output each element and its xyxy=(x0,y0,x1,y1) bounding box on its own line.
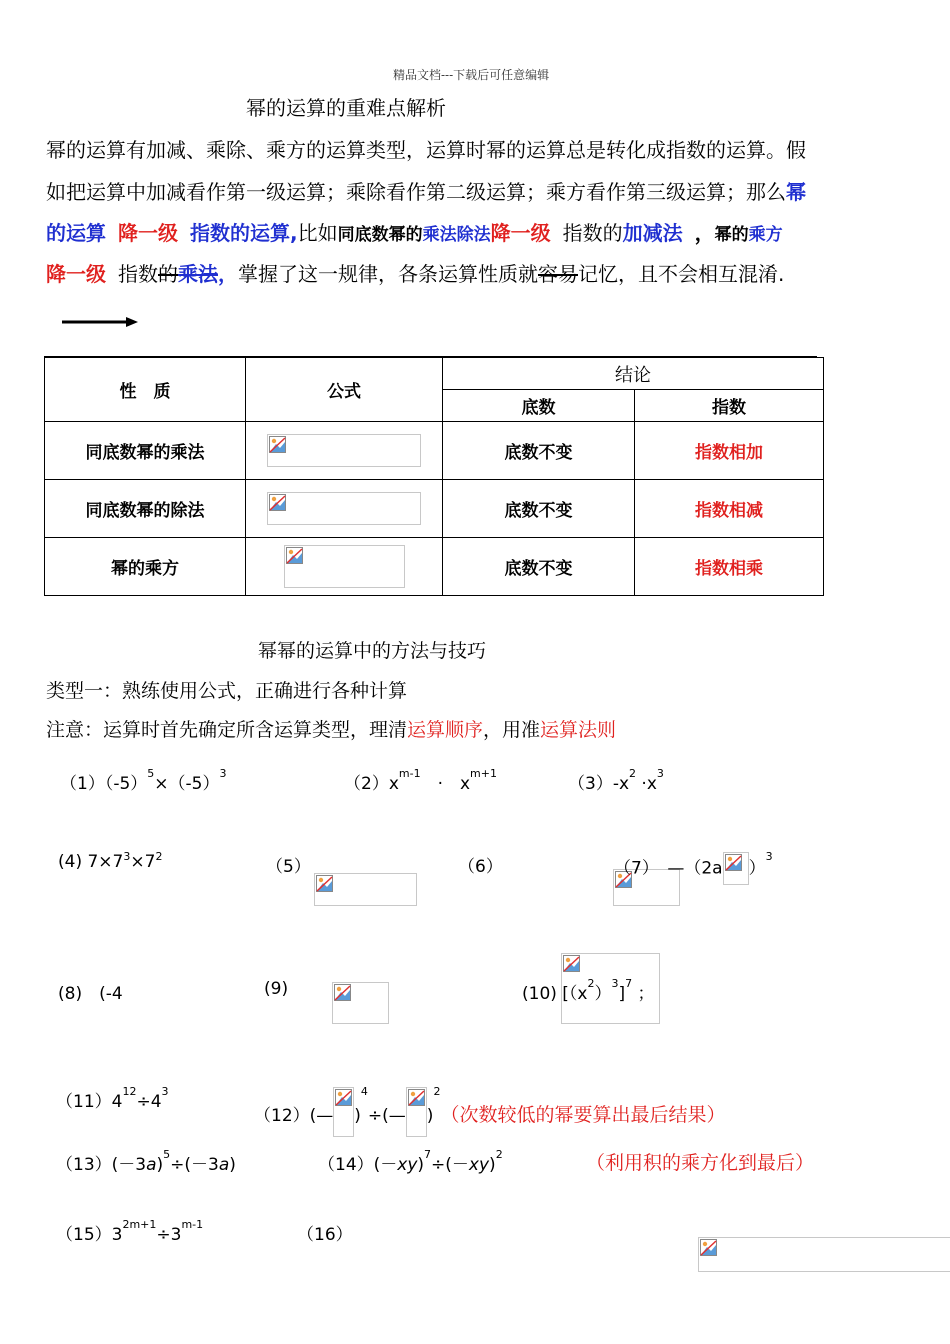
intro-segment: ， xyxy=(218,262,238,286)
exp: 5 xyxy=(147,767,155,780)
image-placeholder-icon xyxy=(316,875,333,892)
problem-15-text-2: ÷3 xyxy=(156,1225,182,1245)
problem-12-image-1 xyxy=(333,1087,354,1137)
header-formula: 公式 xyxy=(246,358,443,422)
image-placeholder-icon xyxy=(563,955,580,972)
problem-11 xyxy=(56,1087,169,1112)
intro-line-1: 幂的运算有加减、乘除、乘方的运算类型，运算时幂的运算总是转化成指数的运算。假 xyxy=(46,138,806,162)
problem-7-image xyxy=(723,852,749,885)
problem-7 xyxy=(614,852,773,885)
problem-6-label: （6） xyxy=(458,857,503,877)
intro-line-2-text: 如把运算中加减看作第一级运算；乘除看作第二级运算；乘方看作第三级运算；那么 xyxy=(46,180,786,204)
exp: 7 xyxy=(625,977,633,990)
intro-segment: 的 xyxy=(158,262,178,286)
exp: m-1 xyxy=(398,767,421,780)
intro-segment: 降一级 xyxy=(46,262,106,286)
problem-12-hint: （次数较低的幂要算出最后结果） xyxy=(440,1104,726,1126)
problem-2-text: （2）x xyxy=(344,774,399,794)
problem-13-text: （13）(－3 xyxy=(56,1155,147,1175)
type-one-heading: 类型一：熟练使用公式，正确进行各种计算 xyxy=(46,680,408,702)
page-title: 幂的运算的重难点解析 xyxy=(246,96,446,120)
header-conclusion: 结论 xyxy=(443,358,824,390)
image-placeholder-icon xyxy=(408,1089,425,1106)
intro-segment: 的运算 xyxy=(46,221,106,245)
note-highlight-rules: 运算法则 xyxy=(540,719,617,741)
exp: m+1 xyxy=(470,767,497,780)
problem-7-text-2: ） xyxy=(748,858,766,879)
exp: 5 xyxy=(163,1148,171,1161)
section-title: 幂幂的运算中的方法与技巧 xyxy=(258,640,487,662)
image-placeholder-icon xyxy=(269,494,286,511)
image-placeholder-icon xyxy=(335,1089,352,1106)
intro-segment: 比如 xyxy=(297,221,338,245)
note-text-2: ，用准 xyxy=(483,719,541,741)
problem-13-text-3: ÷(－3 xyxy=(170,1155,219,1175)
problem-3-text: （3）-x xyxy=(568,774,630,794)
header-watermark: 精品文档---下载后可任意编辑 xyxy=(393,68,550,82)
problem-12-text-3: ÷(— xyxy=(367,1106,406,1126)
formula-cell xyxy=(246,538,443,596)
problem-5-label: （5） xyxy=(266,857,311,877)
problem-10-text-3: ] xyxy=(618,984,626,1004)
note-highlight-order: 运算顺序 xyxy=(407,719,484,741)
problem-2-text-2: · x xyxy=(437,774,471,794)
variable: xy xyxy=(397,1155,418,1175)
problem-13-text-2: ) xyxy=(156,1155,164,1175)
problem-15 xyxy=(56,1220,203,1245)
intro-segment: 容易 xyxy=(538,262,578,286)
exp: 3 xyxy=(611,977,619,990)
row-exponent: 指数相减 xyxy=(635,480,824,538)
problem-14 xyxy=(318,1150,503,1175)
image-placeholder-icon xyxy=(334,984,351,1001)
intro-segment: 幂的 xyxy=(714,225,749,245)
problem-12-text: （12）(— xyxy=(254,1106,334,1126)
problem-15-text: （15）3 xyxy=(56,1225,123,1245)
exp: 3 xyxy=(765,850,773,863)
formula-image xyxy=(284,545,405,588)
table-row xyxy=(45,538,824,596)
intro-segment: 乘方 xyxy=(748,225,783,245)
variable: xy xyxy=(468,1155,490,1175)
problem-8-image xyxy=(332,982,389,1024)
exp: 2 xyxy=(629,767,637,780)
problem-1-text-2: ×（-5） xyxy=(154,774,220,794)
intro-segment: 指数的 xyxy=(562,221,623,245)
intro-line-3 xyxy=(46,217,783,246)
problem-8-label: (8) (-4 xyxy=(58,984,123,1004)
row-exponent: 指数相乘 xyxy=(635,538,824,596)
exp: 2 xyxy=(155,850,163,863)
variable: a xyxy=(218,1155,230,1175)
intro-line-2 xyxy=(46,176,806,205)
image-placeholder-icon xyxy=(725,854,742,871)
problem-5-image xyxy=(314,873,417,906)
problem-7-text: （7） —（2a xyxy=(614,858,723,879)
row-base: 底数不变 xyxy=(443,422,635,480)
intro-segment: 降一级 xyxy=(490,221,551,245)
problem-3 xyxy=(568,769,664,794)
problem-14-text-3: ÷(－ xyxy=(431,1155,469,1175)
problem-10 xyxy=(522,979,655,1004)
problem-11-text-2: ÷4 xyxy=(136,1092,162,1112)
row-base: 底数不变 xyxy=(443,480,635,538)
problem-16-label: （16） xyxy=(297,1225,353,1245)
row-property: 同底数幂的乘法 xyxy=(45,422,246,480)
intro-segment: 同底数幂的 xyxy=(337,225,423,245)
problem-10-text-2: ） xyxy=(594,984,612,1004)
image-placeholder-icon xyxy=(286,547,303,564)
problem-10-text-4: ； xyxy=(632,984,655,1004)
exp: 2 xyxy=(433,1085,441,1098)
problem-4 xyxy=(58,852,162,872)
intro-segment: 记忆，且不会相互混淆. xyxy=(578,262,785,286)
intro-segment: 乘法除法 xyxy=(422,225,491,245)
intro-segment: 乘法 xyxy=(178,262,218,286)
row-property: 幂的乘方 xyxy=(45,538,246,596)
header-exponent: 指数 xyxy=(635,390,824,422)
exp: 2m+1 xyxy=(122,1218,157,1231)
image-placeholder-icon xyxy=(700,1239,717,1256)
problem-13-text-4: ) xyxy=(229,1155,236,1175)
properties-table xyxy=(44,357,824,596)
row-exponent: 指数相加 xyxy=(635,422,824,480)
problem-12-text-2: ) xyxy=(354,1106,361,1126)
row-property: 同底数幂的除法 xyxy=(45,480,246,538)
arrow-right-icon xyxy=(60,314,142,330)
intro-segment: 掌握了这一规律，各条运算性质就 xyxy=(238,262,538,286)
exp: 3 xyxy=(656,767,664,780)
problem-14-text-2: ) xyxy=(417,1155,425,1175)
intro-segment: 降一级 xyxy=(118,221,178,245)
problem-10-text: (10) [（x xyxy=(522,984,588,1004)
formula-cell xyxy=(246,422,443,480)
formula-image xyxy=(267,492,421,525)
note-text: 注意：运算时首先确定所含运算类型，理清 xyxy=(46,719,408,741)
intro-segment: 加减法 xyxy=(622,221,683,245)
row-base: 底数不变 xyxy=(443,538,635,596)
problem-12-text-4: ) xyxy=(426,1106,434,1126)
table-row xyxy=(45,480,824,538)
intro-line-4 xyxy=(46,258,784,287)
exp: 3 xyxy=(161,1085,169,1098)
header-property: 性 质 xyxy=(45,358,246,422)
exp: 12 xyxy=(122,1085,137,1098)
problem-4-text-2: ×7 xyxy=(130,852,156,872)
problem-14-text-4: ) xyxy=(489,1155,496,1175)
problem-1 xyxy=(60,769,226,794)
table-row xyxy=(45,422,824,480)
problem-14-hint: （利用积的乘方化到最后） xyxy=(586,1152,815,1174)
exp: 2 xyxy=(587,977,595,990)
note-line xyxy=(46,715,616,742)
formula-image xyxy=(267,434,421,467)
problem-1-text: （1）（-5） xyxy=(60,774,148,794)
problem-14-text: （14）(－ xyxy=(318,1155,398,1175)
problem-3-text-2: ·x xyxy=(641,774,657,794)
exp: 4 xyxy=(360,1085,368,1098)
exp: 3 xyxy=(123,850,131,863)
intro-segment: ， xyxy=(694,221,715,245)
intro-segment: 指数 xyxy=(118,262,158,286)
header-base: 底数 xyxy=(443,390,635,422)
exp: 2 xyxy=(495,1148,503,1161)
problem-12-image-2 xyxy=(406,1087,427,1137)
problem-12 xyxy=(254,1087,725,1137)
exp: m-1 xyxy=(181,1218,204,1231)
problem-16-image xyxy=(698,1237,950,1272)
problem-13 xyxy=(56,1150,236,1175)
variable: a xyxy=(146,1155,157,1175)
exp: 7 xyxy=(424,1148,432,1161)
intro-line-2-highlight: 幂 xyxy=(786,180,806,204)
problem-2 xyxy=(344,769,497,794)
problem-4-text: (4) 7×7 xyxy=(58,852,124,872)
image-placeholder-icon xyxy=(269,436,286,453)
problem-9-label: (9) xyxy=(264,979,289,999)
intro-segment: 指数的运算, xyxy=(190,221,298,245)
problem-11-text: （11）4 xyxy=(56,1092,123,1112)
exp: 3 xyxy=(219,767,227,780)
formula-cell xyxy=(246,480,443,538)
